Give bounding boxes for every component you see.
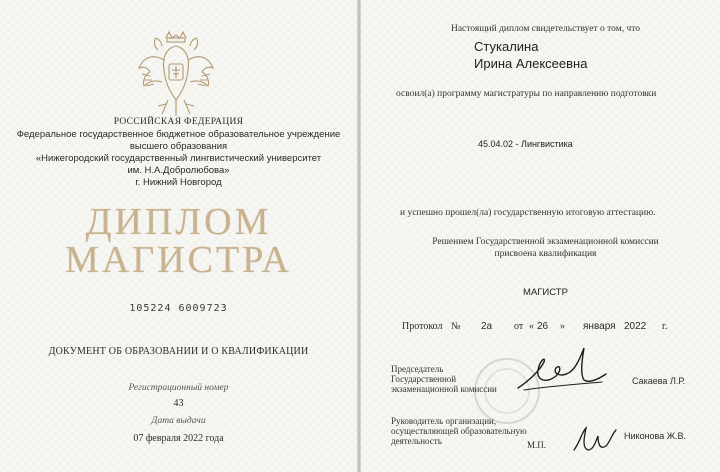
head-title-line-3: деятельность	[391, 436, 442, 446]
protocol-year-abbreviation: г.	[662, 321, 668, 332]
diploma-subtitle: МАГИСТРА	[65, 239, 292, 281]
head-name: Никонова Ж.В.	[624, 431, 687, 441]
commission-decision-line-1: Решением Государственной экзаменационной комиссии	[432, 237, 659, 247]
chair-signature	[510, 340, 610, 400]
protocol-number-sign: №	[451, 321, 461, 332]
specialty: 45.04.02 - Лингвистика	[478, 139, 573, 149]
institution-city: г. Нижний Новгород	[135, 177, 222, 188]
qualification: МАГИСТР	[523, 287, 568, 298]
institution-line-1: Федеральное государственное бюджетное образовательное учреждение	[16, 129, 341, 140]
registration-number: 43	[173, 398, 184, 409]
chair-title-line-2: Государственной	[391, 374, 457, 384]
document-type: ДОКУМЕНТ ОБ ОБРАЗОВАНИИ И О КВАЛИФИКАЦИИ	[48, 346, 309, 357]
protocol-day-close-quote: »	[560, 321, 565, 332]
protocol-day: 26	[537, 321, 549, 332]
diploma-title: ДИПЛОМ	[85, 201, 272, 243]
double-headed-eagle-icon	[136, 30, 216, 120]
program-statement: освоил(а) программу магистратуры по направлению подготовки	[396, 89, 657, 99]
chair-title-line-3: экзаменационной комиссии	[391, 384, 497, 394]
country-name: РОССИЙСКАЯ ФЕДЕРАЦИЯ	[113, 117, 244, 127]
issue-date: 07 февраля 2022 года	[133, 433, 224, 444]
graduate-surname: Стукалина	[474, 39, 539, 54]
protocol-month: января	[583, 321, 616, 332]
protocol-label: Протокол	[402, 321, 443, 332]
head-title-line-1: Руководитель организации,	[391, 416, 497, 426]
chair-name: Сакаева Л.Р.	[632, 376, 686, 386]
attestation-statement: и успешно прошел(ла) государственную итоговую аттестацию.	[400, 208, 656, 218]
institution-line-4: им. Н.А.Добролюбова»	[127, 165, 230, 176]
institution-line-3: «Нижегородский государственный лингвистический университет	[35, 153, 322, 164]
commission-decision-line-2: присвоена квалификация	[494, 249, 597, 259]
protocol-from-label: от	[514, 321, 524, 332]
protocol-number: 2а	[481, 321, 493, 332]
protocol-year: 2022	[624, 321, 647, 332]
protocol-day-open-quote: «	[529, 321, 534, 332]
serial-number: 105224 6009723	[129, 303, 228, 314]
head-title-line-2: осуществляющей образовательную	[391, 426, 527, 436]
chair-title-line-1: Председатель	[391, 364, 444, 374]
head-signature	[568, 420, 620, 460]
institution-line-2: высшего образования	[129, 141, 228, 152]
graduate-given-names: Ирина Алексеевна	[474, 56, 588, 71]
seal-place-mark: М.П.	[527, 440, 547, 450]
issue-date-label: Дата выдачи	[151, 416, 206, 426]
certificate-intro: Настоящий диплом свидетельствует о том, что	[450, 24, 641, 34]
registration-number-label: Регистрационный номер	[128, 383, 229, 393]
